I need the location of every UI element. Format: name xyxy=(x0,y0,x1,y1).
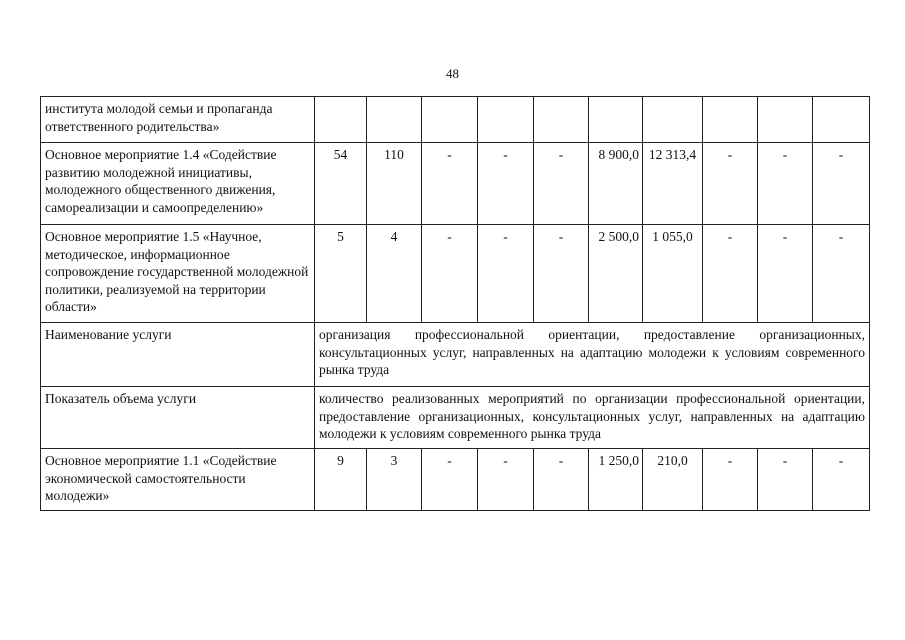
row-name: Наименование услуги xyxy=(41,323,315,387)
table-row xyxy=(41,323,870,387)
value-cell: - xyxy=(422,143,478,225)
value-cell xyxy=(478,97,534,143)
value-cell: 210,0 xyxy=(643,449,703,511)
value-cell xyxy=(534,97,589,143)
service-name-text: организация профессиональной ориентации, предоставление организационных, консультационных услуг, направленных на адаптацию молодежи к условиям современного рынка труда xyxy=(315,323,870,387)
value-cell xyxy=(589,97,643,143)
value-cell: - xyxy=(534,449,589,511)
table-row xyxy=(41,449,870,511)
value-cell xyxy=(758,97,813,143)
value-cell: 110 xyxy=(367,143,422,225)
value-cell: - xyxy=(813,143,870,225)
value-cell: - xyxy=(478,143,534,225)
table-row xyxy=(41,225,870,323)
value-cell: 2 500,0 xyxy=(589,225,643,323)
value-cell: 54 xyxy=(315,143,367,225)
row-name: Основное мероприятие 1.5 «Научное, методическое, информационное сопровождение государственной молодежной политики, реализуемой на территории области» xyxy=(41,225,315,323)
value-cell: - xyxy=(422,225,478,323)
value-cell: 3 xyxy=(367,449,422,511)
value-cell: - xyxy=(758,143,813,225)
value-cell: - xyxy=(703,143,758,225)
value-cell: - xyxy=(813,225,870,323)
value-cell xyxy=(703,97,758,143)
row-name: Показатель объема услуги xyxy=(41,387,315,449)
service-volume-text: количество реализованных мероприятий по организации профессиональной ориентации, предоставление организационных, консультационных услуг, направленных на адаптацию молодежи к условиям современного рынка труда xyxy=(315,387,870,449)
indicators-table xyxy=(40,96,870,511)
row-name: Основное мероприятие 1.1 «Содействие экономической самостоятельности молодежи» xyxy=(41,449,315,511)
value-cell: - xyxy=(422,449,478,511)
value-cell xyxy=(367,97,422,143)
value-cell: 5 xyxy=(315,225,367,323)
value-cell xyxy=(315,97,367,143)
value-cell: 8 900,0 xyxy=(589,143,643,225)
value-cell: 4 xyxy=(367,225,422,323)
value-cell: - xyxy=(758,449,813,511)
value-cell: - xyxy=(478,449,534,511)
row-name: Основное мероприятие 1.4 «Содействие развитию молодежной инициативы, молодежного общественного движения, самореализации и самоопределению» xyxy=(41,143,315,225)
value-cell: - xyxy=(534,143,589,225)
value-cell xyxy=(643,97,703,143)
value-cell: - xyxy=(534,225,589,323)
value-cell xyxy=(813,97,870,143)
table-row xyxy=(41,97,870,143)
table-row xyxy=(41,387,870,449)
value-cell: 1 055,0 xyxy=(643,225,703,323)
value-cell: - xyxy=(758,225,813,323)
value-cell xyxy=(422,97,478,143)
row-name: института молодой семьи и пропаганда ответственного родительства» xyxy=(41,97,315,143)
page-number: 48 xyxy=(446,66,459,81)
value-cell: - xyxy=(478,225,534,323)
value-cell: 1 250,0 xyxy=(589,449,643,511)
value-cell: - xyxy=(813,449,870,511)
table-row xyxy=(41,143,870,225)
value-cell: - xyxy=(703,225,758,323)
value-cell: 12 313,4 xyxy=(643,143,703,225)
value-cell: - xyxy=(703,449,758,511)
value-cell: 9 xyxy=(315,449,367,511)
